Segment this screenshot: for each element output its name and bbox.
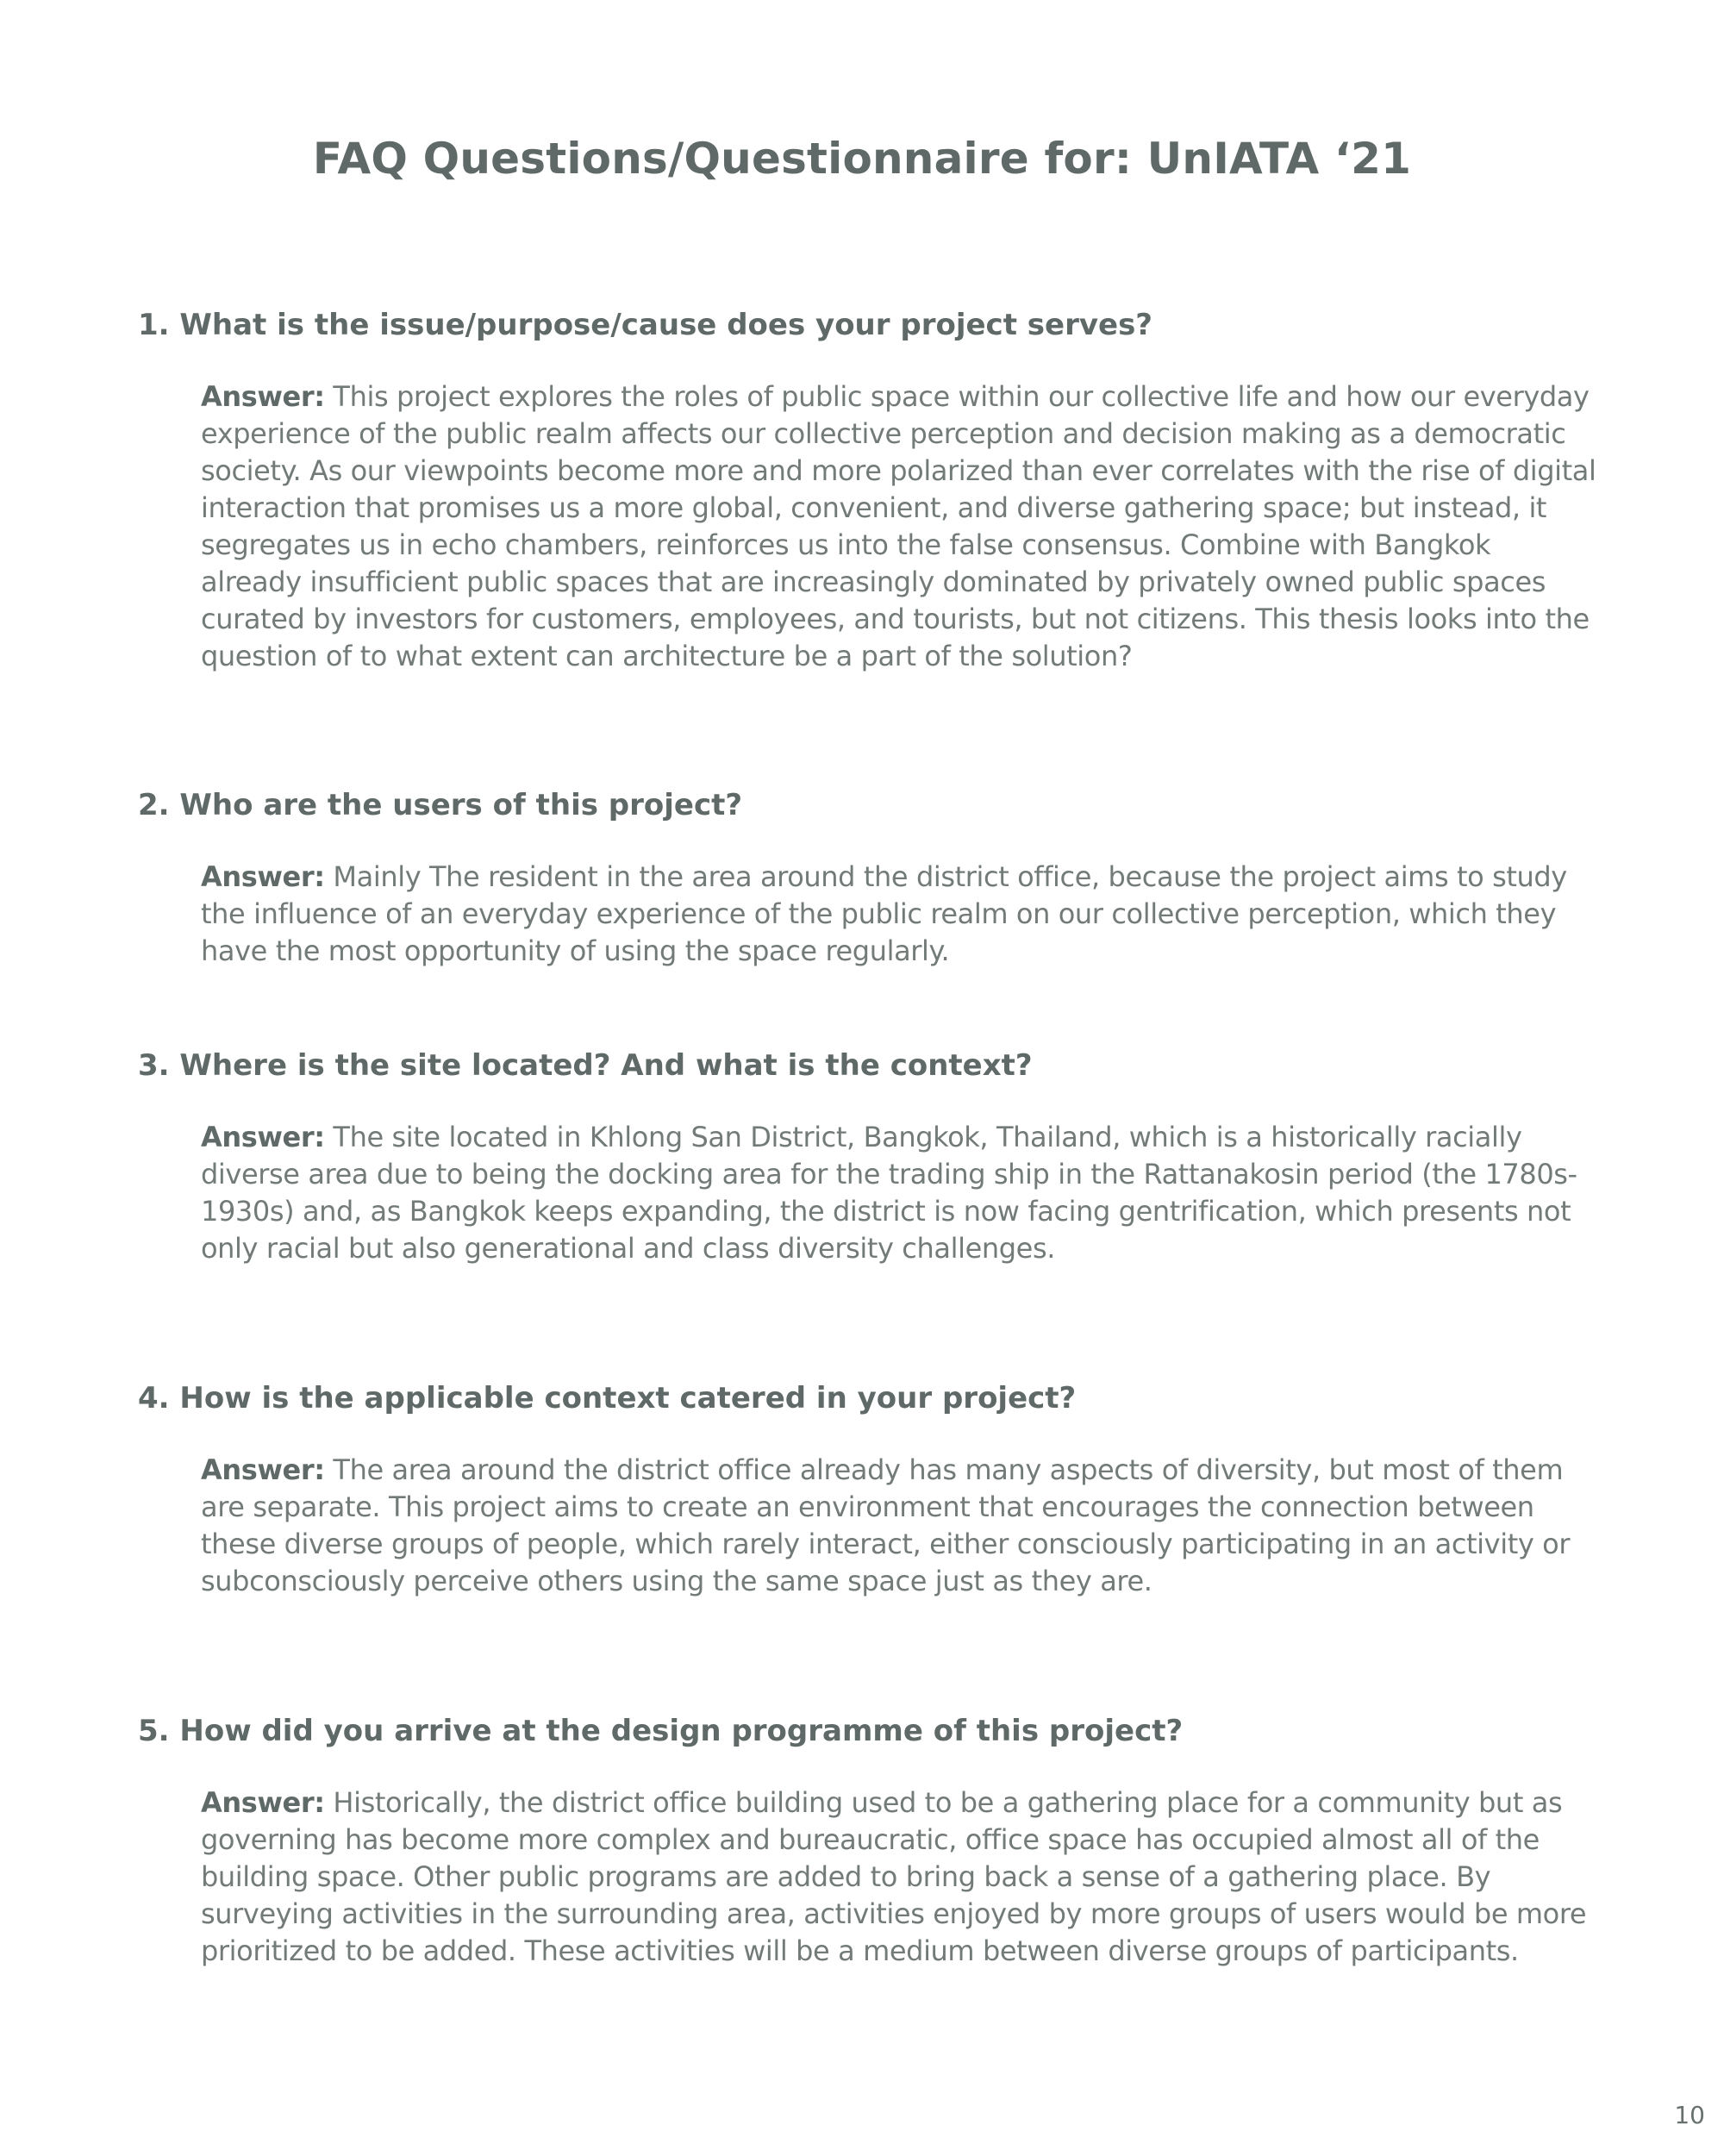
question-1: 1. What is the issue/purpose/cause does your project serves?: [138, 308, 1153, 342]
question-2: 2. Who are the users of this project?: [138, 788, 743, 822]
answer-1: [201, 378, 1597, 675]
answer-label: Answer:: [201, 380, 325, 413]
answer-4: [201, 1452, 1597, 1600]
answer-text: This project explores the roles of public space within our collective life and how our everyday experience of the public realm affects our collective perception and decision making as a democratic society. As our viewpoints become more and more polarized than ever correlates with the rise of digital interaction that promises us a more global, convenient, and diverse gathering space; but instead, it segregates us in echo chambers, reinforces us into the false consensus. Combine with Bangkok already insufficient public spaces that are increasingly dominated by privately owned public spaces curated by investors for customers, employees, and tourists, but not citizens. This thesis looks into the question of to what extent can architecture be a part of the solution?: [201, 380, 1596, 672]
answer-2: [201, 859, 1597, 970]
question-4: 4. How is the applicable context catered in your project?: [138, 1381, 1077, 1415]
answer-label: Answer:: [201, 1453, 325, 1486]
faq-item-4: [138, 1379, 1603, 1600]
faq-item-3: [138, 1047, 1603, 1267]
answer-text: Historically, the district office building used to be a gathering place for a community but as governing has become more complex and bureaucratic, office space has occupied almost all of the building space. Other public programs are added to bring back a sense of a gathering place. By surveying activities in the surrounding area, activities enjoyed by more groups of users would be more prioritized to be added. These activities will be a medium between diverse groups of participants.: [201, 1786, 1587, 1967]
question-3: 3. Where is the site located? And what is the context?: [138, 1048, 1033, 1083]
answer-label: Answer:: [201, 1121, 325, 1153]
page-number: 10: [1674, 2101, 1705, 2129]
answer-label: Answer:: [201, 1786, 325, 1819]
answer-text: The site located in Khlong San District, Bangkok, Thailand, which is a historically racially diverse area due to being the docking area for the trading ship in the Rattanakosin period (the 1780s-1930s) and, as Bangkok keeps expanding, the district is now facing gentrification, which presents not only racial but also generational and class diversity challenges.: [201, 1121, 1577, 1265]
page-title: FAQ Questions/Questionnaire for: UnIATA ‘21: [312, 134, 1412, 184]
answer-3: [201, 1119, 1597, 1267]
faq-item-2: [138, 786, 1603, 970]
answer-label: Answer:: [201, 860, 325, 893]
question-5: 5. How did you arrive at the design programme of this project?: [138, 1714, 1184, 1748]
faq-item-5: [138, 1712, 1603, 1970]
answer-5: [201, 1784, 1597, 1970]
answer-text: Mainly The resident in the area around the district office, because the project aims to study the influence of an everyday experience of the public realm on our collective perception, which they have the most opportunity of using the space regularly.: [201, 860, 1567, 967]
answer-text: The area around the district office already has many aspects of diversity, but most of them are separate. This project aims to create an environment that encourages the connection between these diverse groups of people, which rarely interact, either consciously participating in an activity or subconsciously perceive others using the same space just as they are.: [201, 1453, 1571, 1597]
faq-item-1: [138, 306, 1603, 675]
